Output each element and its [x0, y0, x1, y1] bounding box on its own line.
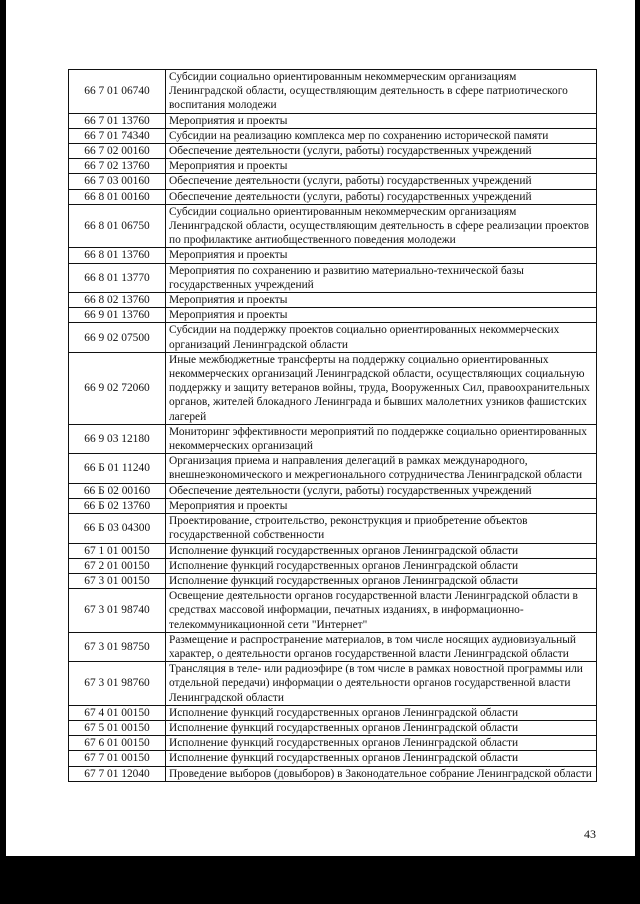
row-description: Исполнение функций государственных органов Ленинградской области — [166, 720, 597, 735]
table-row — [69, 498, 597, 513]
row-code: 66 9 01 13760 — [69, 308, 166, 323]
row-code: 66 Б 01 11240 — [69, 454, 166, 483]
row-code: 67 7 01 12040 — [69, 766, 166, 781]
table-row — [69, 128, 597, 143]
table-body — [69, 70, 597, 782]
row-code: 66 7 01 74340 — [69, 128, 166, 143]
row-code: 67 3 01 00150 — [69, 573, 166, 588]
row-description: Мероприятия и проекты — [166, 159, 597, 174]
row-code: 67 3 01 98740 — [69, 589, 166, 633]
row-description: Исполнение функций государственных органов Ленинградской области — [166, 558, 597, 573]
table-row — [69, 543, 597, 558]
table-row — [69, 189, 597, 204]
row-code: 67 2 01 00150 — [69, 558, 166, 573]
row-description: Мероприятия и проекты — [166, 498, 597, 513]
table-row — [69, 352, 597, 424]
row-description: Мероприятия по сохранению и развитию материально-технической базы государственных учреждений — [166, 263, 597, 292]
row-description: Обеспечение деятельности (услуги, работы) государственных учреждений — [166, 483, 597, 498]
scan-border-right — [635, 0, 640, 856]
row-code: 66 7 02 00160 — [69, 144, 166, 159]
table-row — [69, 573, 597, 588]
row-code: 66 9 03 12180 — [69, 424, 166, 453]
table-row — [69, 558, 597, 573]
row-description: Освещение деятельности органов государственной власти Ленинградской области в средствах массовой информации, печатных изданиях, в информационно-телекоммуникационной сети "Интернет" — [166, 589, 597, 633]
row-description: Исполнение функций государственных органов Ленинградской области — [166, 751, 597, 766]
row-description: Обеспечение деятельности (услуги, работы) государственных учреждений — [166, 189, 597, 204]
table-row — [69, 483, 597, 498]
table-row — [69, 705, 597, 720]
table-row — [69, 144, 597, 159]
table-row — [69, 589, 597, 633]
row-code: 67 3 01 98750 — [69, 632, 166, 661]
row-description: Мониторинг эффективности мероприятий по поддержке социально ориентированных некоммерческих организаций — [166, 424, 597, 453]
row-description: Обеспечение деятельности (услуги, работы) государственных учреждений — [166, 144, 597, 159]
row-code: 67 1 01 00150 — [69, 543, 166, 558]
row-description: Мероприятия и проекты — [166, 293, 597, 308]
row-description: Мероприятия и проекты — [166, 308, 597, 323]
table-row — [69, 293, 597, 308]
row-description: Мероприятия и проекты — [166, 113, 597, 128]
row-code: 66 8 01 06750 — [69, 204, 166, 248]
row-code: 66 Б 02 00160 — [69, 483, 166, 498]
row-code: 66 Б 03 04300 — [69, 514, 166, 543]
table-row — [69, 204, 597, 248]
table-row — [69, 113, 597, 128]
row-code: 66 8 01 13760 — [69, 248, 166, 263]
table-row — [69, 720, 597, 735]
table-row — [69, 248, 597, 263]
row-description: Иные межбюджетные трансферты на поддержку социально ориентированных некоммерческих организаций Ленинградской области, осуществляющих социальную поддержку и защиту ветеранов войны, труда, Вооруженных Сил, правоохранительных органов, жителей блокадного Ленинграда и бывших малолетних узников фашистских лагерей — [166, 352, 597, 424]
row-code: 66 7 01 13760 — [69, 113, 166, 128]
row-description: Мероприятия и проекты — [166, 248, 597, 263]
row-code: 67 3 01 98760 — [69, 662, 166, 706]
table-row — [69, 454, 597, 483]
row-description: Субсидии на реализацию комплекса мер по сохранению исторической памяти — [166, 128, 597, 143]
row-description: Исполнение функций государственных органов Ленинградской области — [166, 543, 597, 558]
table-row — [69, 632, 597, 661]
row-code: 67 5 01 00150 — [69, 720, 166, 735]
row-code: 66 8 01 00160 — [69, 189, 166, 204]
row-description: Субсидии на поддержку проектов социально ориентированных некоммерческих организаций Ленинградской области — [166, 323, 597, 352]
scan-border-left — [0, 0, 6, 856]
row-code: 67 6 01 00150 — [69, 736, 166, 751]
row-description: Обеспечение деятельности (услуги, работы) государственных учреждений — [166, 174, 597, 189]
table-row — [69, 308, 597, 323]
table-row — [69, 751, 597, 766]
table-row — [69, 174, 597, 189]
table-row — [69, 736, 597, 751]
row-description: Исполнение функций государственных органов Ленинградской области — [166, 736, 597, 751]
row-code: 66 8 02 13760 — [69, 293, 166, 308]
row-description: Субсидии социально ориентированным некоммерческим организациям Ленинградской области, осуществляющим деятельность в сфере реализации проектов по профилактике антиобщественного поведения молодежи — [166, 204, 597, 248]
row-description: Субсидии социально ориентированным некоммерческим организациям Ленинградской области, осуществляющим деятельность в сфере патриотического воспитания молодежи — [166, 70, 597, 114]
table-row — [69, 159, 597, 174]
row-code: 67 7 01 00150 — [69, 751, 166, 766]
table-row — [69, 323, 597, 352]
row-description: Исполнение функций государственных органов Ленинградской области — [166, 573, 597, 588]
table-row — [69, 263, 597, 292]
row-code: 66 7 03 00160 — [69, 174, 166, 189]
scan-border-bottom — [0, 856, 640, 904]
row-code: 66 7 01 06740 — [69, 70, 166, 114]
budget-classification-table — [68, 69, 597, 782]
table-row — [69, 662, 597, 706]
page-number: 43 — [584, 827, 596, 841]
row-code: 66 8 01 13770 — [69, 263, 166, 292]
row-code: 66 Б 02 13760 — [69, 498, 166, 513]
table-row — [69, 424, 597, 453]
row-description: Проектирование, строительство, реконструкция и приобретение объектов государственной собственности — [166, 514, 597, 543]
row-code: 67 4 01 00150 — [69, 705, 166, 720]
row-code: 66 9 02 72060 — [69, 352, 166, 424]
table-row — [69, 514, 597, 543]
table-row — [69, 70, 597, 114]
row-code: 66 9 02 07500 — [69, 323, 166, 352]
row-description: Организация приема и направления делегаций в рамках международного, внешнеэкономического и межрегионального сотрудничества Ленинградской области — [166, 454, 597, 483]
row-description: Исполнение функций государственных органов Ленинградской области — [166, 705, 597, 720]
table-row — [69, 766, 597, 781]
row-code: 66 7 02 13760 — [69, 159, 166, 174]
row-description: Проведение выборов (довыборов) в Законодательное собрание Ленинградской области — [166, 766, 597, 781]
row-description: Трансляция в теле- или радиоэфире (в том числе в рамках новостной программы или отдельной передачи) информации о деятельности органов государственной власти Ленинградской области — [166, 662, 597, 706]
row-description: Размещение и распространение материалов, в том числе носящих аудиовизуальный характер, о деятельности органов государственной власти Ленинградской области — [166, 632, 597, 661]
